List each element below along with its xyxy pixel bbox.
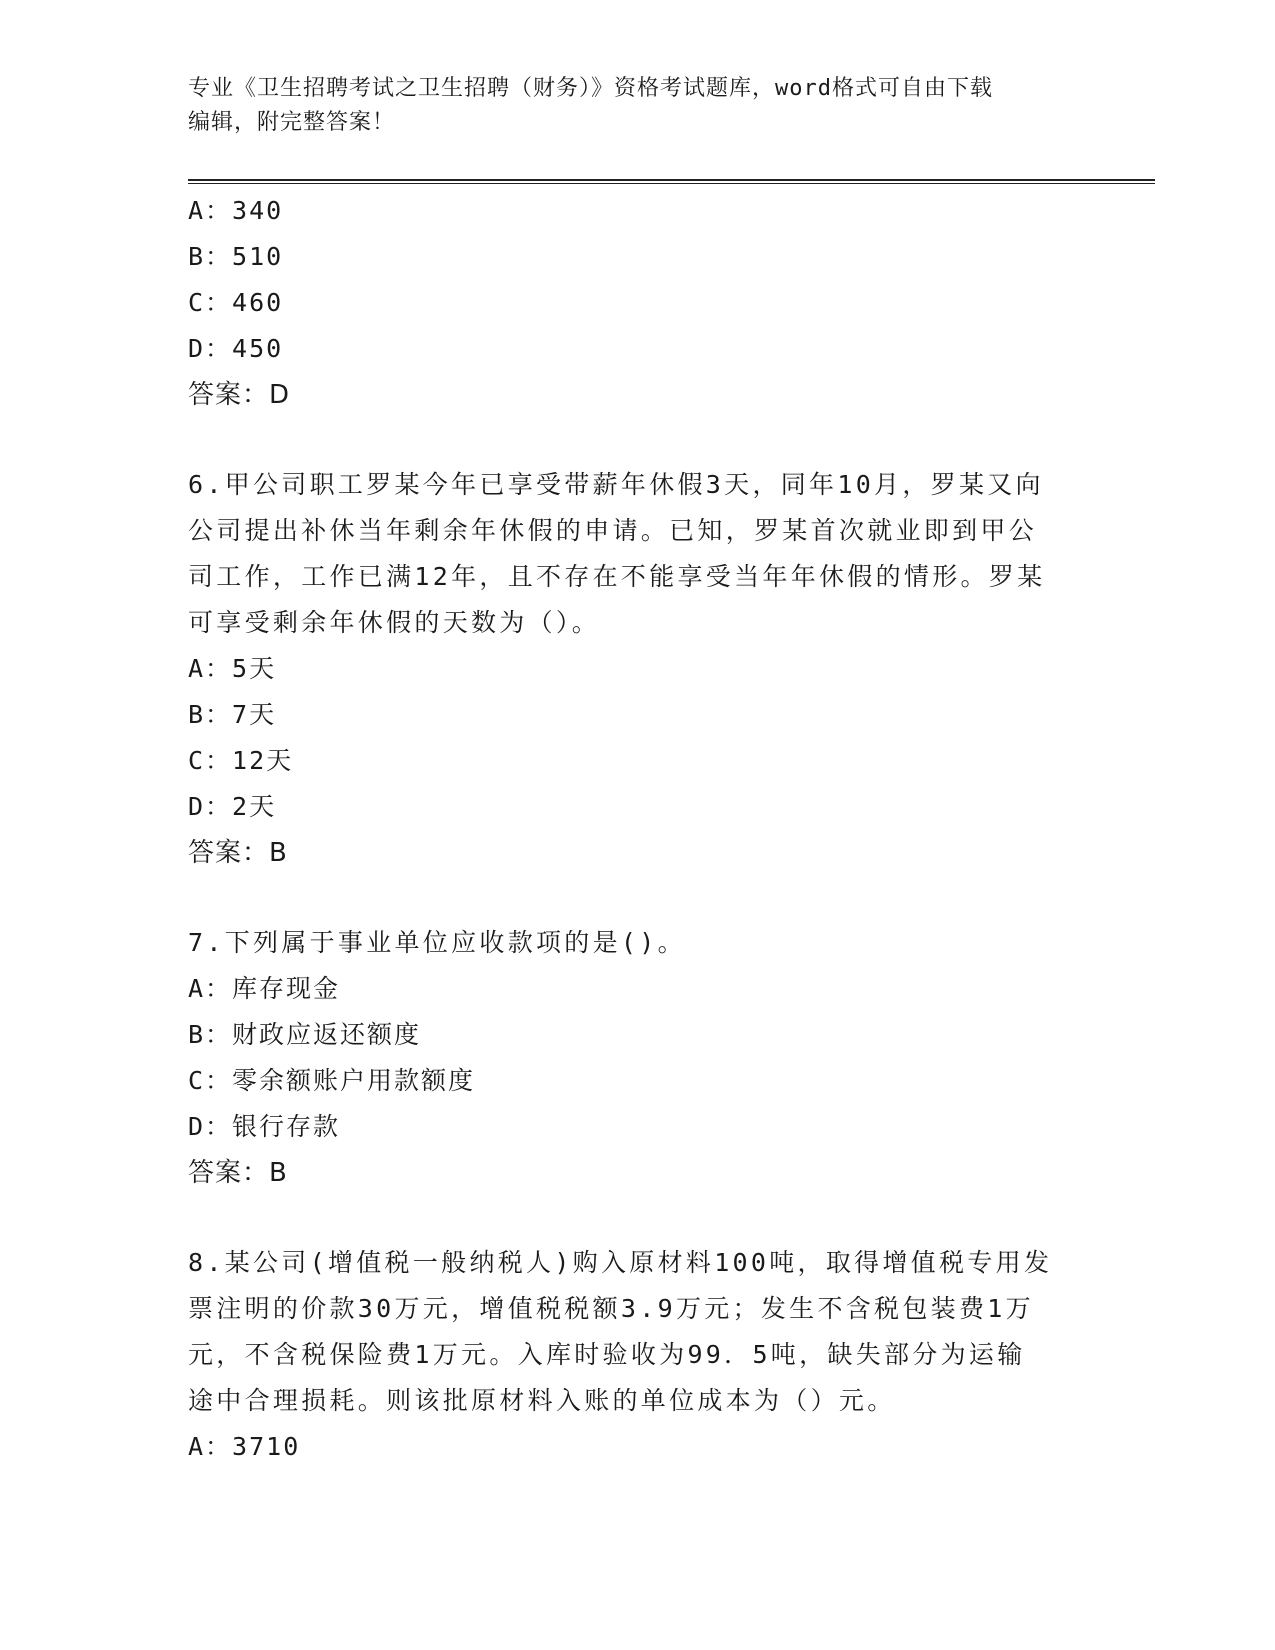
q6-stem-line-3: 司工作，工作已满12年，且不存在不能享受当年年休假的情形。罗某: [188, 562, 1046, 591]
header-line-1: 专业《卫生招聘考试之卫生招聘（财务）》资格考试题库，word格式可自由下载: [188, 76, 993, 101]
q7-option-d: D：银行存款: [188, 1112, 341, 1141]
question-7: [188, 920, 1088, 1196]
q5-option-c: C：460: [188, 288, 284, 317]
q5-option-a: A：340: [188, 196, 284, 225]
page-header: [188, 72, 1088, 140]
q6-option-a: A：5天: [188, 654, 277, 683]
q5-option-b: B：510: [188, 242, 284, 271]
header-divider: [188, 179, 1155, 184]
q5-answer: 答案：D: [188, 380, 291, 410]
q6-answer: 答案：B: [188, 838, 288, 868]
q8-stem-line-3: 元，不含税保险费1万元。入库时验收为99．5吨，缺失部分为运输: [188, 1340, 1026, 1369]
q7-option-a: A：库存现金: [188, 974, 341, 1003]
q7-stem-line-1: 7.下列属于事业单位应收款项的是()。: [188, 928, 686, 957]
q5-option-d: D：450: [188, 334, 284, 363]
question-8: [188, 1240, 1088, 1470]
q8-stem-line-4: 途中合理损耗。则该批原材料入账的单位成本为（）元。: [188, 1386, 896, 1415]
q6-stem-line-4: 可享受剩余年休假的天数为（）。: [188, 608, 601, 637]
q7-option-c: C：零余额账户用款额度: [188, 1066, 476, 1095]
q6-stem-line-1: 6.甲公司职工罗某今年已享受带薪年休假3天，同年10月，罗某又向: [188, 470, 1044, 499]
q6-option-d: D：2天: [188, 792, 277, 821]
q8-stem-line-1: 8.某公司(增值税一般纳税人)购入原材料100吨，取得增值税专用发: [188, 1248, 1053, 1277]
q7-answer: 答案：B: [188, 1158, 288, 1188]
q7-option-b: B：财政应返还额度: [188, 1020, 422, 1049]
q6-option-b: B：7天: [188, 700, 277, 729]
header-line-2: 编辑，附完整答案！: [188, 110, 396, 135]
q6-option-c: C：12天: [188, 746, 294, 775]
document-body: [188, 188, 1088, 1470]
q8-option-a: A：3710: [188, 1432, 301, 1461]
q6-stem-line-2: 公司提出补休当年剩余年休假的申请。已知，罗某首次就业即到甲公: [188, 516, 1038, 545]
question-6: [188, 462, 1088, 876]
question-5: [188, 188, 1088, 418]
q8-stem-line-2: 票注明的价款30万元，增值税税额3.9万元；发生不含税包装费1万: [188, 1294, 1034, 1323]
